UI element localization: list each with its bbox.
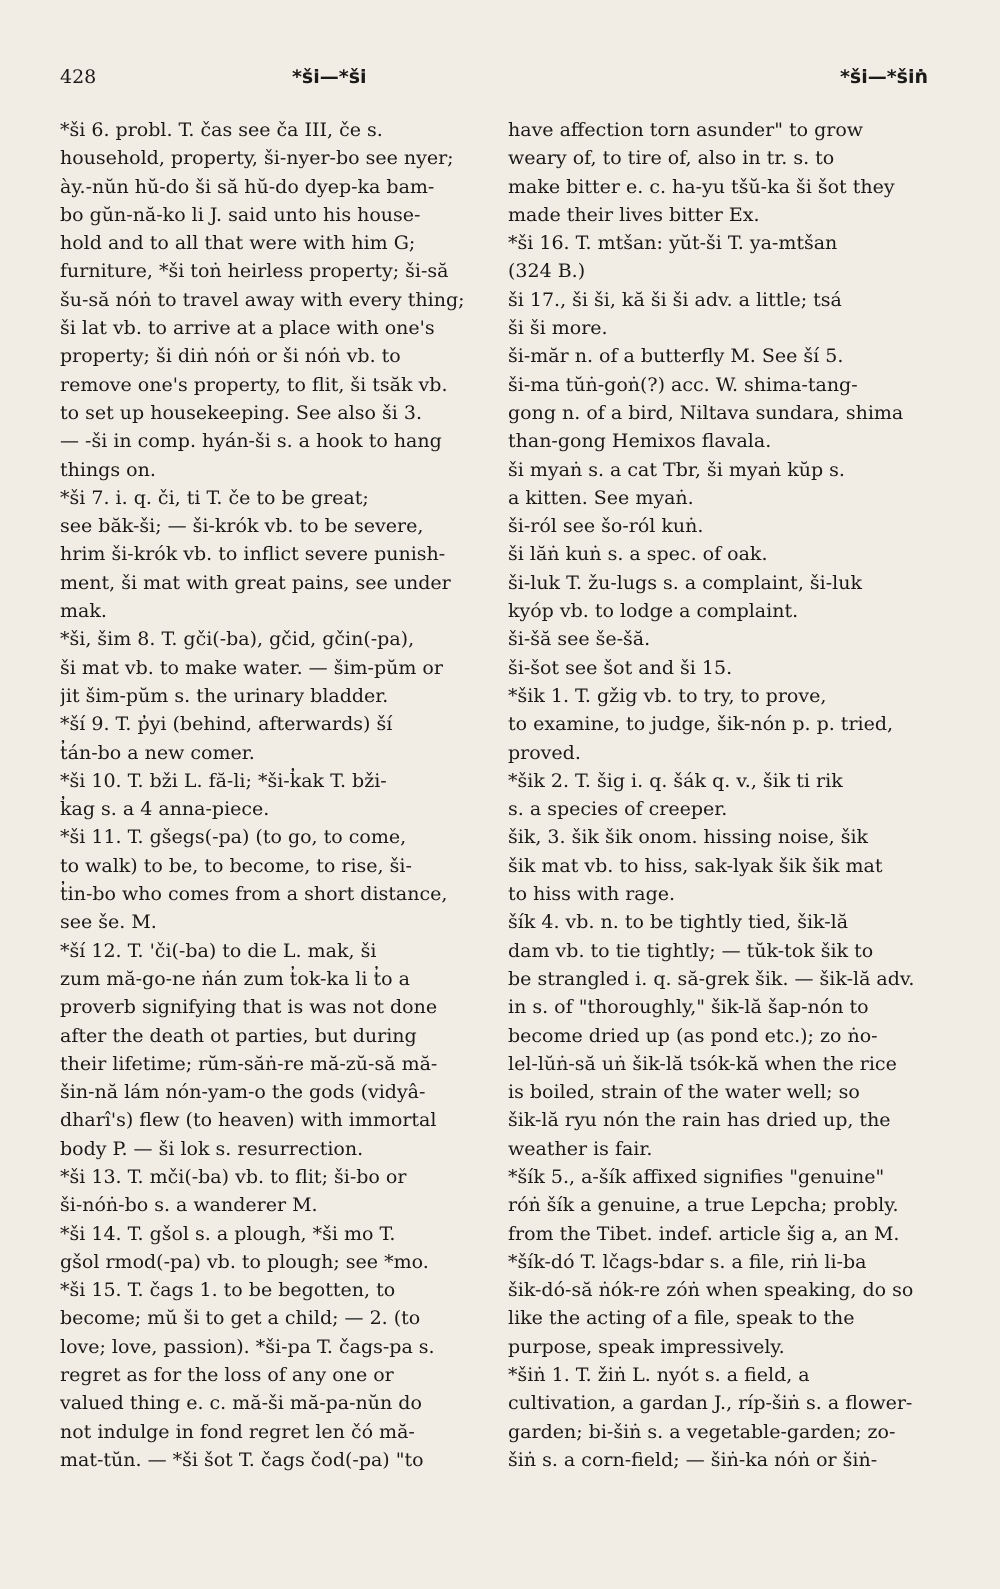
text-line: gšol rmod(-pa) vb. to plough; see *mo. — [60, 1250, 429, 1273]
text-line: s. a species of creeper. — [508, 798, 728, 821]
text-line: ši-šă see še-šă. — [508, 628, 651, 651]
text-line: *ší 12. T. 'či(-ba) to die L. mak, ši — [60, 939, 377, 962]
text-line: dharî's) flew (to heaven) with immortal — [60, 1109, 437, 1132]
text-line: become dried up (as pond etc.); zo ṅo- — [508, 1024, 878, 1047]
text-line: hrim ši-krók vb. to inflict severe punish- — [60, 543, 446, 566]
text-line: valued thing e. c. mă-ši mă-pa-nŭn do — [60, 1392, 422, 1415]
text-line: cultivation, a gardan J., ríp-šiṅ s. a flower- — [508, 1392, 913, 1415]
text-line: household, property, ši-nyer-bo see nyer; — [60, 147, 454, 170]
text-line: to examine, to judge, šik-nón p. p. tried, — [508, 713, 894, 736]
page-number: 428 — [60, 66, 97, 88]
text-line: ši myaṅ s. a cat Tbr, ši myaṅ kŭp s. — [508, 458, 845, 481]
text-line: not indulge in fond regret len čó mă- — [60, 1420, 415, 1443]
text-line: zum mă-go-ne ṅán zum t̓ok-ka li t̓o a — [60, 967, 410, 990]
text-line: *ši 7. i. q. či, ti T. če to be great; — [60, 486, 369, 509]
text-line: ši lăṅ kuṅ s. a spec. of oak. — [508, 543, 768, 566]
text-line: have affection torn asunder" to grow — [508, 119, 864, 141]
text-line: ši-šot see šot and ši 15. — [508, 656, 733, 679]
text-line: after the death ot parties, but during — [60, 1024, 417, 1047]
text-line: lel-lŭṅ-să uṅ šik-lă tsók-kă when the rice — [508, 1052, 897, 1075]
text-line: — -ši in comp. hyán-ši s. a hook to hang — [60, 430, 442, 453]
text-line: *šík 5., a-šík affixed signifies "genuine" — [508, 1165, 885, 1188]
text-line: see še. M. — [60, 911, 157, 934]
right-column — [508, 116, 928, 1474]
text-line: ši-luk T. žu-lugs s. a complaint, ši-luk — [508, 571, 862, 594]
text-line: *šik 2. T. šig i. q. šák q. v., šik ti rik — [508, 769, 843, 792]
text-line: to walk) to be, to become, to rise, ši- — [60, 854, 412, 877]
text-line: love; love, passion). *ši-pa T. čags-pa s. — [60, 1335, 435, 1358]
text-line: see băk-ši; — ši-krók vb. to be severe, — [60, 515, 424, 538]
text-line: róṅ šík a genuine, a true Lepcha; probly. — [508, 1194, 899, 1217]
text-line: *ší 9. T. p̓yi (behind, afterwards) ší — [60, 713, 393, 736]
text-line: t̓án-bo a new comer. — [60, 741, 255, 764]
text-line: *šik 1. T. gžig vb. to try, to prove, — [508, 684, 827, 707]
text-line: *ši 13. T. mči(-ba) vb. to flit; ši-bo or — [60, 1165, 407, 1188]
text-line: dam vb. to tie tightly; — tŭk-tok šik to — [508, 939, 874, 962]
text-line: mat-tŭn. — *ši šot T. čags čod(-pa) "to — [60, 1448, 424, 1471]
text-line: *ši 16. T. mtšan: yŭt-ši T. ya-mtšan — [508, 232, 838, 255]
text-line: šik-dó-să ṅók-re zóṅ when speaking, do so — [508, 1279, 914, 1302]
text-line: is boiled, strain of the water well; so — [508, 1081, 860, 1104]
text-line: t̓in-bo who comes from a short distance, — [60, 883, 448, 906]
text-line: than-gong Hemixos flavala. — [508, 430, 772, 453]
text-line: *ši, šim 8. T. gči(-ba), gčid, gčin(-pa), — [60, 628, 415, 651]
text-line: become; mŭ ši to get a child; — 2. (to — [60, 1307, 421, 1330]
text-line: purpose, speak impressively. — [508, 1335, 785, 1358]
text-line: šik-lă ryu nón the rain has dried up, the — [508, 1109, 891, 1132]
left-column — [60, 116, 480, 1474]
text-line: property; ši diṅ nóṅ or ši nóṅ vb. to — [60, 345, 401, 368]
text-line: hold and to all that were with him G; — [60, 232, 416, 255]
text-line: their lifetime; rŭm-săṅ-re mă-zŭ-să mă- — [60, 1052, 438, 1075]
text-line: jit šim-pŭm s. the urinary bladder. — [60, 684, 389, 707]
text-line: ši-ról see šo-ról kuṅ. — [508, 515, 704, 538]
text-line: a kitten. See myaṅ. — [508, 486, 694, 509]
text-line: things on. — [60, 458, 156, 481]
text-line: proverb signifying that is was not done — [60, 996, 438, 1019]
text-line: ày.-nŭn hŭ-do ši să hŭ-do dyep-ka bam- — [60, 175, 435, 198]
text-line: šik, 3. šik šik onom. hissing noise, šik — [508, 826, 869, 849]
text-line: be strangled i. q. să-grek šik. — šik-lă adv. — [508, 967, 915, 990]
text-line: šu-să nóṅ to travel away with every thing; — [60, 288, 465, 311]
text-line: *ši 14. T. gšol s. a plough, *ši mo T. — [60, 1222, 396, 1245]
text-line: weary of, to tire of, also in tr. s. to — [508, 147, 835, 170]
text-line: made their lives bitter Ex. — [508, 203, 760, 226]
text-line: regret as for the loss of any one or — [60, 1364, 394, 1387]
text-line: *ši 10. T. bži L. fă-li; *ši-k̓ak T. bži- — [60, 769, 387, 792]
text-line: *šiṅ 1. T. žiṅ L. nyót s. a field, a — [508, 1364, 810, 1387]
text-line: (324 B.) — [508, 260, 586, 283]
text-line: ši 17., ši ši, kă ši ši adv. a little; tsá — [508, 288, 842, 311]
text-line: *ši 11. T. gšegs(-pa) (to go, to come, — [60, 826, 407, 849]
text-line: ši-ma tŭṅ-goṅ(?) acc. W. shima-tang- — [508, 373, 858, 396]
text-line: gong n. of a bird, Niltava sundara, shima — [508, 401, 904, 424]
text-line: garden; bi-šiṅ s. a vegetable-garden; zo- — [508, 1420, 896, 1443]
text-line: mak. — [60, 600, 107, 623]
text-line: *ši 6. probl. T. čas see ča III, če s. — [60, 119, 383, 141]
text-line: to hiss with rage. — [508, 883, 676, 906]
text-line: body P. — ši lok s. resurrection. — [60, 1137, 364, 1160]
text-line: weather is fair. — [508, 1137, 653, 1160]
text-line: from the Tibet. indef. article šig a, an M. — [508, 1222, 900, 1245]
text-line: in s. of "thoroughly," šik-lă šap-nón to — [508, 996, 869, 1019]
text-line: make bitter e. c. ha-yu tšŭ-ka ši šot they — [508, 175, 895, 198]
text-line: šin-nă lám nón-yam-o the gods (vidyâ- — [60, 1081, 426, 1104]
text-line: ši mat vb. to make water. — šim-pŭm or — [60, 656, 443, 679]
text-line: kyóp vb. to lodge a complaint. — [508, 600, 799, 623]
text-line: furniture, *ši toṅ heirless property; ši-să — [60, 260, 449, 283]
right-running-head: *ši—*šiṅ — [839, 66, 928, 88]
text-line: šík 4. vb. n. to be tightly tied, šik-lă — [508, 911, 849, 934]
text-line: k̓ag s. a 4 anna-piece. — [60, 798, 270, 821]
page-header — [60, 66, 928, 96]
text-line: *ši 15. T. čags 1. to be begotten, to — [60, 1279, 396, 1302]
text-line: ment, ši mat with great pains, see under — [60, 571, 451, 594]
text-line: bo gŭn-nă-ko li J. said unto his house- — [60, 203, 421, 226]
text-line: ši-măr n. of a butterfly M. See ší 5. — [508, 345, 844, 368]
left-running-head: *ši—*ši — [292, 66, 367, 88]
text-line: to set up housekeeping. See also ši 3. — [60, 401, 423, 424]
text-line: šik mat vb. to hiss, sak-lyak šik šik mat — [508, 854, 883, 877]
text-line: like the acting of a file, speak to the — [508, 1307, 855, 1330]
text-line: ši ši more. — [508, 317, 608, 340]
text-line: ši lat vb. to arrive at a place with one's — [60, 317, 435, 340]
text-line: šiṅ s. a corn-field; — šiṅ-ka nóṅ or šiṅ- — [508, 1448, 878, 1471]
text-line: *šík-dó T. lčags-bdar s. a file, riṅ li-ba — [508, 1250, 867, 1273]
text-line: proved. — [508, 741, 581, 764]
text-line: ši-nóṅ-bo s. a wanderer M. — [60, 1194, 318, 1217]
text-line: remove one's property, to flit, ši tsăk vb. — [60, 373, 448, 396]
